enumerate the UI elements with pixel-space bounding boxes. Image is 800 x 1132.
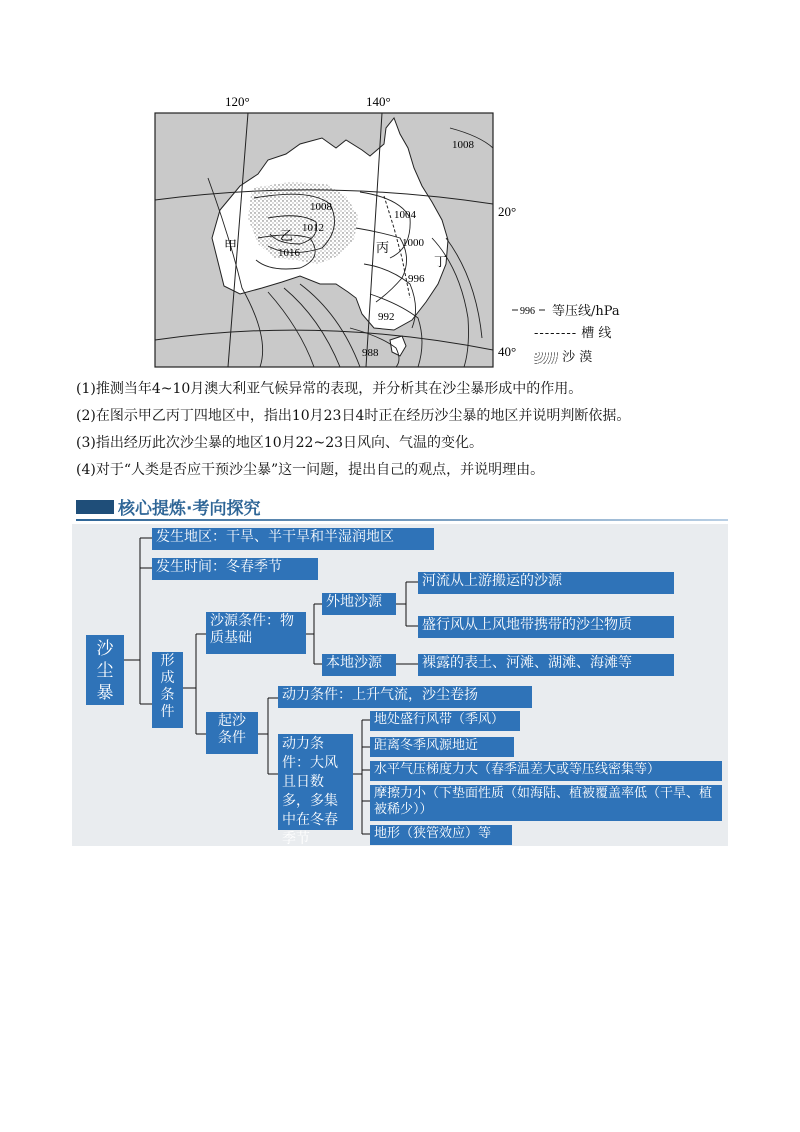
legend-isobar-label: 等压线/hPa — [552, 304, 620, 319]
node-occur-region: 发生地区：干旱、半干旱和半湿润地区 — [152, 528, 434, 550]
node-external-item-wind: 盛行风从上风地带携带的沙尘物质 — [418, 616, 674, 638]
lon-label-140: 140° — [366, 94, 391, 109]
legend-trough-label: 槽 线 — [581, 326, 612, 341]
node-lifting: 起沙条件 — [206, 712, 258, 754]
legend-desert-swatch — [534, 352, 558, 364]
node-wind-belt: 地处盛行风带（季风） — [370, 711, 520, 731]
node-low-friction: 摩擦力小（下垫面性质（如海陆、植被覆盖率低（干旱、植被稀少）） — [370, 785, 722, 821]
question-4: (4)对于“人类是否应干预沙尘暴”这一问题，提出自己的观点，并说明理由。 — [76, 462, 545, 478]
isobar-label: 1016 — [278, 247, 300, 259]
node-terrain: 地形（狭管效应）等 — [370, 825, 512, 845]
node-source-condition: 沙源条件：物质基础 — [206, 612, 306, 654]
node-formation: 形成条件 — [152, 652, 183, 728]
section-title: 核心提炼·考向探究 — [118, 499, 261, 519]
mind-map — [72, 524, 728, 846]
root-node: 沙尘暴 — [86, 635, 124, 705]
isobar-label: 992 — [378, 311, 395, 323]
region-ding: 丁 — [434, 254, 448, 269]
lat-label-20: 20° — [498, 204, 517, 219]
node-local-source: 本地沙源 — [322, 654, 396, 676]
node-external-item-river: 河流从上游搬运的沙源 — [418, 572, 674, 594]
legend-trough — [534, 322, 611, 341]
weather-map-figure — [150, 88, 550, 370]
question-1: (1)推测当年4~10月澳大利亚气候异常的表现，并分析其在沙尘暴形成中的作用。 — [76, 381, 583, 397]
isobar-label: 1008 — [310, 201, 332, 213]
node-near-source: 距离冬季风源地近 — [370, 737, 514, 757]
legend-trough-symbol: -------- — [534, 326, 578, 341]
legend-desert-label: 沙 漠 — [562, 350, 593, 365]
map-legend — [512, 306, 545, 317]
lat-label-40: 40° — [498, 344, 517, 359]
weather-map-svg — [150, 88, 550, 370]
node-dynamic-wind: 动力条件：大风且日数多，多集中在冬春季节 — [278, 734, 353, 830]
section-underline — [76, 519, 728, 521]
node-pressure-gradient: 水平气压梯度力大（春季温差大或等压线密集等） — [370, 761, 722, 781]
lon-label-120: 120° — [225, 94, 250, 109]
region-bing: 丙 — [376, 240, 390, 255]
isobar-label: 1004 — [394, 209, 416, 221]
isobar-label: 1008 — [452, 139, 474, 151]
region-jia: 甲 — [224, 238, 238, 253]
region-yi: 乙 — [280, 228, 294, 243]
section-header — [76, 494, 728, 524]
question-2: (2)在图示甲乙丙丁四地区中，指出10月23日4时正在经历沙尘暴的地区并说明判断依据。 — [76, 408, 631, 424]
isobar-label: 1000 — [402, 237, 424, 249]
legend-isobar-sample: 996 — [520, 306, 535, 317]
node-local-item: 裸露的表土、河滩、湖滩、海滩等 — [418, 654, 674, 676]
isobar-label: 996 — [408, 273, 425, 285]
node-external-source: 外地沙源 — [322, 593, 396, 615]
legend-desert — [534, 346, 592, 365]
question-3: (3)指出经历此次沙尘暴的地区10月22~23日风向、气温的变化。 — [76, 435, 484, 451]
section-header-bar — [76, 500, 114, 514]
node-occur-time: 发生时间：冬春季节 — [152, 558, 318, 580]
legend-isobar — [552, 300, 620, 319]
node-dynamic-updraft: 动力条件：上升气流，沙尘卷扬 — [278, 686, 532, 708]
isobar-label: 988 — [362, 347, 379, 359]
isobar-label: 1012 — [302, 222, 324, 234]
